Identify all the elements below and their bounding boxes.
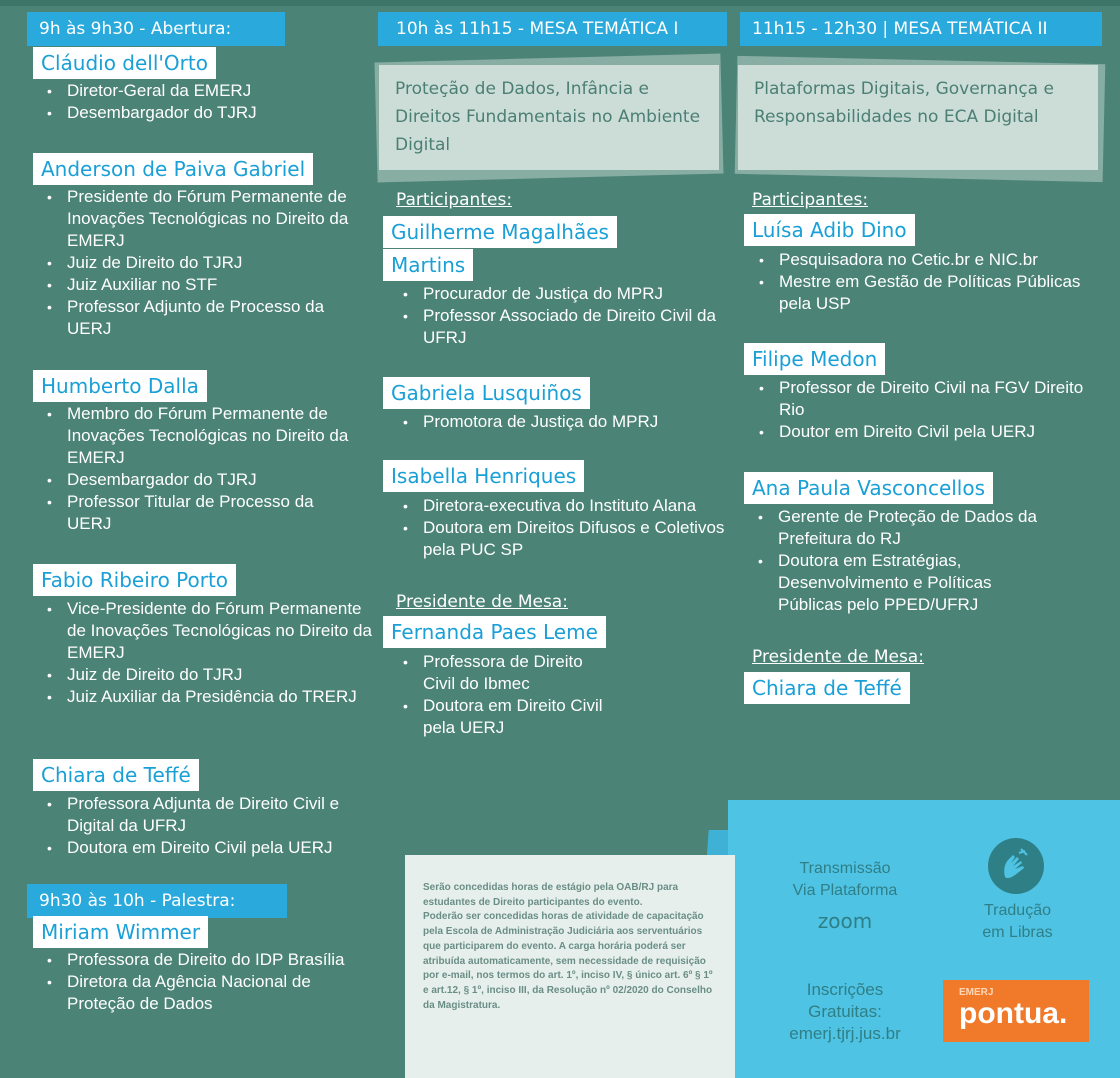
role-item: • Professora de Direito Civil do Ibmec <box>397 651 607 695</box>
participants-label: Participantes: <box>396 190 513 210</box>
transmission-line2: Via Plataforma <box>792 882 898 899</box>
role-item: • Professor Adjunto de Processo da UERJ <box>41 296 361 340</box>
role-item: • Juiz Auxiliar no STF <box>41 274 361 296</box>
certificate-notes <box>405 855 735 1078</box>
role-item: • Procurador de Justiça do MPRJ <box>397 283 727 305</box>
participant-name: Filipe Medon <box>744 343 885 375</box>
note-oab: Serão concedidas horas de estágio pela OAB/RJ para estudantes de Direito participantes do evento. <box>423 882 679 908</box>
president-name: Fernanda Paes Leme <box>383 616 606 648</box>
libras-line2: em Libras <box>982 924 1053 941</box>
role-item: • Diretora-executiva do Instituto Alana <box>397 495 733 517</box>
speaker-roles <box>41 598 381 708</box>
role-item: • Mestre em Gestão de Políticas Públicas pela USP <box>753 271 1093 315</box>
transmission-info <box>765 858 925 932</box>
president-name: Chiara de Teffé <box>744 672 910 704</box>
top-border <box>0 0 1120 6</box>
participant-name: Luísa Adib Dino <box>744 214 915 246</box>
speaker-name: Fabio Ribeiro Porto <box>33 564 236 596</box>
speaker-name: Humberto Dalla <box>33 370 207 402</box>
participant-name-cont: Martins <box>383 249 473 281</box>
role-item: • Diretor-Geral da EMERJ <box>41 80 361 102</box>
note-esaj: Poderão ser concedidas horas de atividade de capacitação pela Escola de Administração Judiciária aos serventuários que participarem do evento. A carga horária poderá ser atribuída automaticamente, sem necessidade de requisição por e-mail, nos termos do art. 1º, inciso IV, § único art. 6º § 1º e art.12, § 1º, inciso III, da Resolução nº 02/2020 do Conselho da Magistratura. <box>423 911 713 1011</box>
speaker-name: Anderson de Paiva Gabriel <box>33 153 313 185</box>
role-item: • Membro do Fórum Permanente de Inovações Tecnológicas no Direito da EMERJ <box>41 403 361 469</box>
zoom-logo: zoom <box>817 909 873 933</box>
registration-line2: Gratuitas: <box>808 1002 882 1021</box>
registration-line1: Inscrições <box>806 980 884 999</box>
participants-label: Participantes: <box>752 190 869 210</box>
role-item: • Doutor em Direito Civil pela UERJ <box>753 421 1093 443</box>
speaker-roles <box>41 186 361 340</box>
participant-name: Guilherme Magalhães <box>383 216 617 248</box>
panel-2-header: 11h15 - 12h30 | MESA TEMÁTICA II <box>740 12 1102 46</box>
role-item: • Professor Titular de Processo da UERJ <box>41 491 361 535</box>
opening-header: 9h às 9h30 - Abertura: <box>27 12 285 46</box>
logo-small-text: EMERJ <box>959 987 994 998</box>
role-item: • Professor de Direito Civil na FGV Direito Rio <box>753 377 1093 421</box>
participant-roles <box>397 283 727 349</box>
speaker-name: Chiara de Teffé <box>33 759 199 791</box>
role-item: • Doutora em Direito Civil pela UERJ <box>41 837 381 859</box>
role-item: • Juiz Auxiliar da Presidência do TRERJ <box>41 686 381 708</box>
participant-roles <box>397 411 727 433</box>
president-label: Presidente de Mesa: <box>396 592 568 612</box>
role-item: • Professora Adjunta de Direito Civil e Digital da UFRJ <box>41 793 381 837</box>
president-label: Presidente de Mesa: <box>752 647 924 667</box>
participant-roles <box>752 506 1042 616</box>
role-item: • Doutora em Direitos Difusos e Coletivos pela PUC SP <box>397 517 733 561</box>
role-item: • Juiz de Direito do TJRJ <box>41 252 361 274</box>
participant-roles <box>753 249 1093 315</box>
panel-1-header: 10h às 11h15 - MESA TEMÁTICA I <box>378 12 727 46</box>
role-item: • Promotora de Justiça do MPRJ <box>397 411 727 433</box>
speaker-name: Cláudio dell'Orto <box>33 47 216 79</box>
transmission-line1: Transmissão <box>799 860 891 877</box>
registration-url[interactable]: emerj.tjrj.jus.br <box>789 1024 901 1043</box>
sign-language-icon <box>988 838 1044 894</box>
participant-name: Gabriela Lusquiños <box>383 377 590 409</box>
libras-info <box>950 900 1085 944</box>
panel-2-theme: Plataformas Digitais, Governança e Responsabilidades no ECA Digital <box>738 65 1098 170</box>
role-item: • Diretora da Agência Nacional de Proteção de Dados <box>41 971 361 1015</box>
logo-big-text: pontua. <box>959 997 1068 1030</box>
role-item: • Presidente do Fórum Permanente de Inovações Tecnológicas no Direito da EMERJ <box>41 186 361 252</box>
role-item: • Pesquisadora no Cetic.br e NIC.br <box>753 249 1093 271</box>
participant-name: Isabella Henriques <box>383 460 584 492</box>
speaker-roles <box>41 793 381 859</box>
libras-line1: Tradução <box>984 902 1051 919</box>
role-item: • Desembargador do TJRJ <box>41 469 361 491</box>
president-roles <box>397 651 607 739</box>
role-item: • Doutora em Direito Civil pela UERJ <box>397 695 607 739</box>
hands-icon <box>997 847 1035 885</box>
participant-roles <box>753 377 1093 443</box>
speaker-name: Miriam Wimmer <box>33 916 208 948</box>
role-item: • Doutora em Estratégias, Desenvolvimento e Políticas Públicas pelo PPED/UFRJ <box>752 550 1042 616</box>
speaker-roles <box>41 949 361 1015</box>
participant-roles <box>397 495 733 561</box>
role-item: • Professora de Direito do IDP Brasília <box>41 949 361 971</box>
participant-name: Ana Paula Vasconcellos <box>744 472 993 504</box>
speaker-roles <box>41 80 361 124</box>
registration-info <box>760 979 930 1045</box>
role-item: • Vice-Presidente do Fórum Permanente de Inovações Tecnológicas no Direito da EMERJ <box>41 598 381 664</box>
role-item: • Desembargador do TJRJ <box>41 102 361 124</box>
role-item: • Professor Associado de Direito Civil da UFRJ <box>397 305 727 349</box>
role-item: • Juiz de Direito do TJRJ <box>41 664 381 686</box>
talk-header: 9h30 às 10h - Palestra: <box>27 884 287 918</box>
speaker-roles <box>41 403 361 535</box>
role-item: • Gerente de Proteção de Dados da Prefeitura do RJ <box>752 506 1042 550</box>
emerj-pontua-logo <box>943 980 1089 1042</box>
panel-1-theme: Proteção de Dados, Infância e Direitos Fundamentais no Ambiente Digital <box>379 65 719 170</box>
